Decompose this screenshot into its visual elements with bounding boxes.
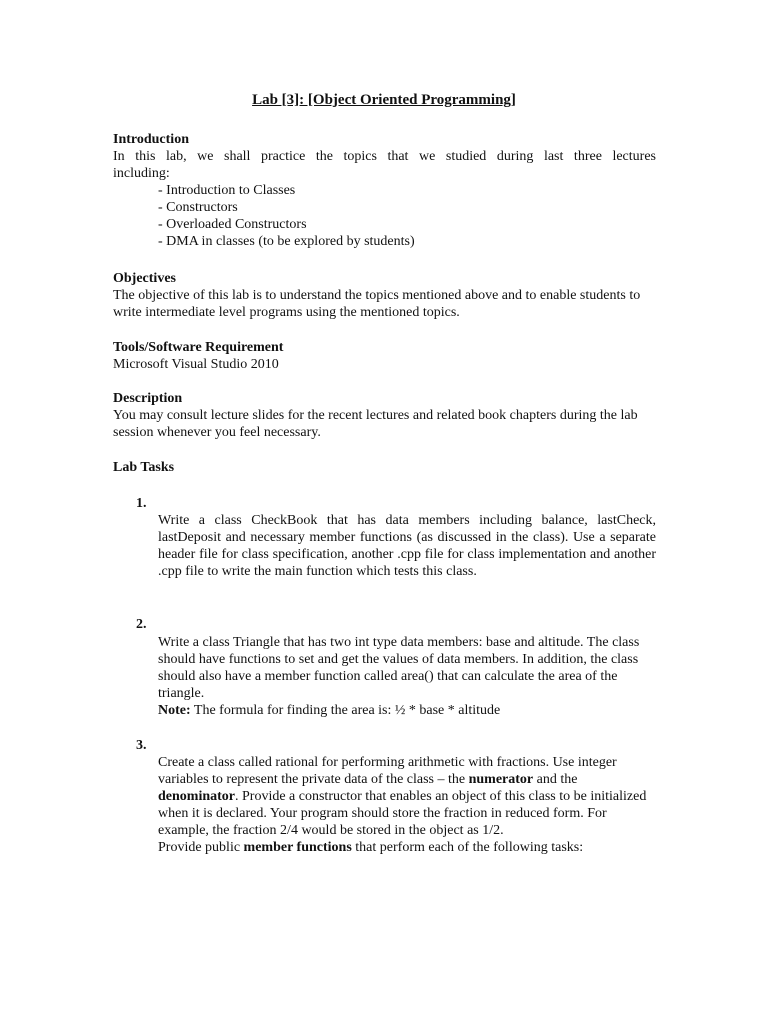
note-text: The formula for finding the area is: ½ * base * altitude [190,703,501,718]
member-functions-term: member functions [243,840,352,855]
tools-section [113,339,656,373]
objectives-text: The objective of this lab is to understand the topics mentioned above and to enable students to write intermediate level programs using the mentioned topics. [113,288,641,320]
task-1-text: Write a class CheckBook that has data members including balance, lastCheck, lastDeposit and necessary member functions (as discussed in the class). Use a separate header file for class specification, another .cpp file for class implementation and another .cpp file to write the main function which tests this class. [158,513,656,579]
introduction-section [113,131,656,250]
task-2-text: Write a class Triangle that has two int type data members: base and altitude. The class should have functions to set and get the values of data members. In addition, the class should also have a member function called area() that can calculate the area of the triangle. [158,635,640,701]
objectives-section [113,270,656,321]
task-3-number: 3. [136,738,147,753]
lab-tasks-heading: Lab Tasks [113,460,175,475]
note-label: Note: [158,703,191,718]
lab-tasks-section [113,459,656,476]
task-2-note [158,702,656,719]
objectives-heading: Objectives [113,271,176,286]
task-2-body [158,634,656,719]
description-heading: Description [113,391,183,406]
numerator-term: numerator [468,772,534,787]
topic-list [158,182,656,250]
list-item: - Constructors [158,200,238,215]
tools-heading: Tools/Software Requirement [113,340,284,355]
task-3-body [158,754,656,856]
introduction-heading: Introduction [113,132,189,147]
list-item: - Introduction to Classes [158,183,296,198]
introduction-text-line2: including: [113,166,170,181]
list-item: - Overloaded Constructors [158,217,307,232]
introduction-text-line1: In this lab, we shall practice the topics that we studied during last three lectures [113,149,656,164]
task-1-number: 1. [136,496,147,511]
denominator-term: denominator [158,789,235,804]
task-2-number: 2. [136,617,147,632]
tools-text: Microsoft Visual Studio 2010 [113,357,279,372]
page-title: Lab [3]: [Object Oriented Programming] [252,92,516,108]
list-item: - DMA in classes (to be explored by students) [158,234,415,249]
description-text: You may consult lecture slides for the recent lectures and related book chapters during the lab session whenever you feel necessary. [113,408,638,440]
task-3-text-2: Provide public member functions that perform each of the following tasks: [158,840,584,855]
description-section [113,390,656,441]
task-3-text: Create a class called rational for performing arithmetic with fractions. Use integer variables to represent the private data of the class – the numerator and the denominator. Provide a constructor that enables an object of this class to be initialized when it is declared. Your program should store the fraction in reduced form. For example, the fraction 2/4 would be stored in the object as 1/2. [158,755,647,838]
